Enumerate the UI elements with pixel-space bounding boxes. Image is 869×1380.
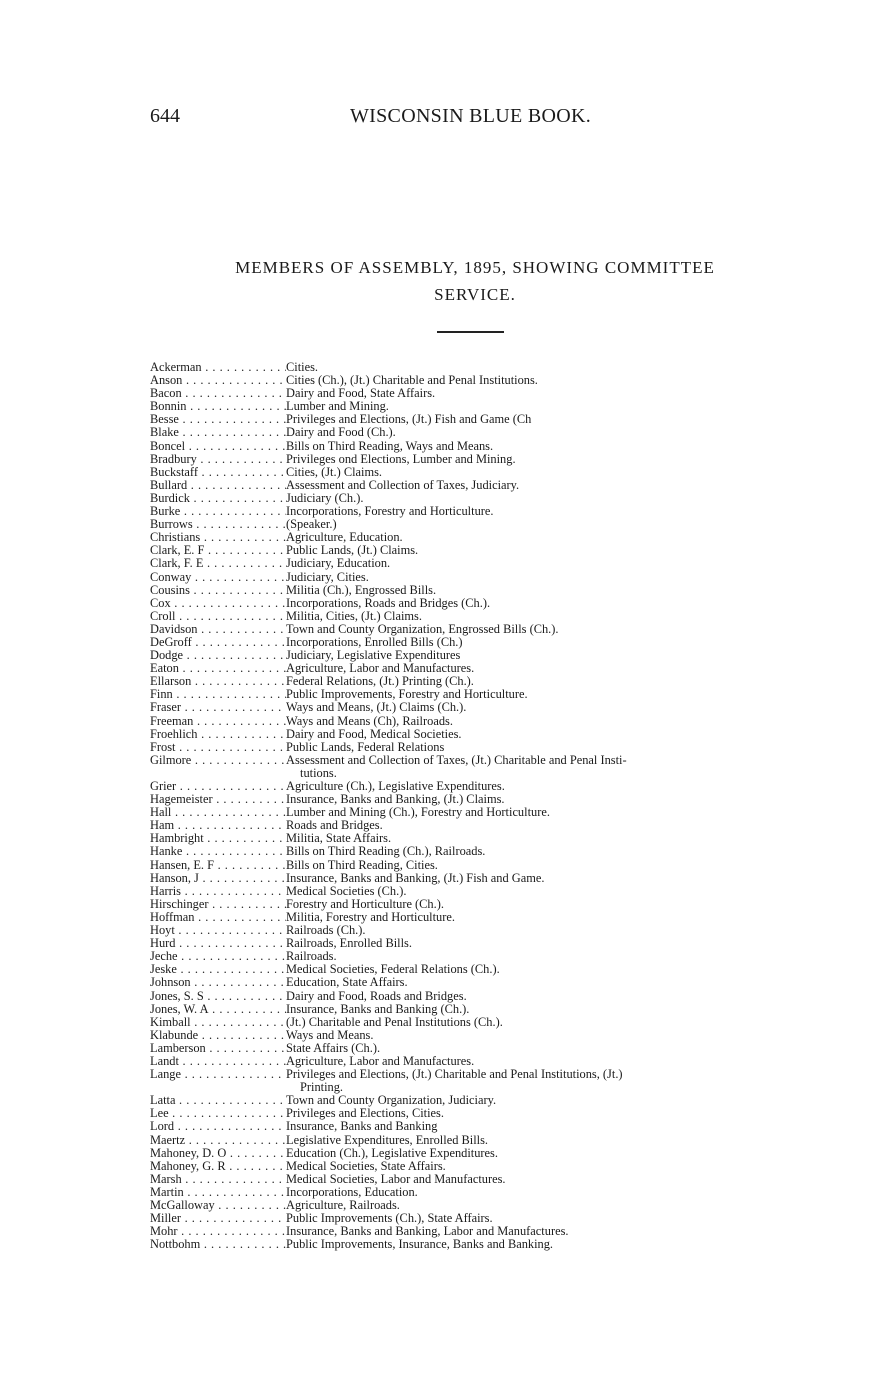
committee-service: Agriculture (Ch.), Legislative Expenditures. xyxy=(286,779,505,793)
committee-service: tutions. xyxy=(300,765,337,780)
member-row xyxy=(150,571,790,584)
committee-service: Judiciary (Ch.). xyxy=(286,490,364,505)
member-name: Miller . . . xyxy=(150,1212,286,1225)
committee-service: Medical Societies, Federal Relations (Ch.). xyxy=(286,962,500,977)
member-name: Kimball . . . xyxy=(150,1016,286,1029)
member-row xyxy=(150,688,790,701)
committee-service: Incorporations, Roads and Bridges (Ch.). xyxy=(286,595,491,610)
member-row xyxy=(150,1107,790,1120)
member-row xyxy=(150,479,790,492)
member-name: Davidson . . . xyxy=(150,623,286,636)
committee-service: Ways and Means (Ch), Railroads. xyxy=(286,713,453,728)
committee-service: Medical Societies (Ch.). xyxy=(286,883,407,898)
committee-service: Lumber and Mining (Ch.), Forestry and Horticulture. xyxy=(286,805,550,820)
member-name: Maertz . . . xyxy=(150,1134,286,1147)
committee-service: Militia, Cities, (Jt.) Claims. xyxy=(286,608,422,623)
committee-service: Bills on Third Reading, Ways and Means. xyxy=(286,438,494,453)
member-row xyxy=(150,1003,790,1016)
member-name: Klabunde . . . xyxy=(150,1029,286,1042)
page-number: 644 xyxy=(150,105,180,127)
member-row xyxy=(150,597,790,610)
member-row xyxy=(150,387,790,400)
member-name: Jeche . . . xyxy=(150,950,286,963)
committee-service: Medical Societies, Labor and Manufactures. xyxy=(286,1171,506,1186)
member-row xyxy=(150,466,790,479)
committee-service: Ways and Means. xyxy=(286,1027,374,1042)
committee-service: Incorporations, Education. xyxy=(286,1184,418,1199)
member-name: Burke . . . xyxy=(150,505,286,518)
member-row xyxy=(150,963,790,976)
member-name: Johnson . . . xyxy=(150,976,286,989)
committee-service: Public Improvements, Insurance, Banks and Banking. xyxy=(286,1237,554,1252)
member-row xyxy=(150,754,790,767)
committee-service: Public Improvements, Forestry and Horticulture. xyxy=(286,687,528,702)
member-row xyxy=(150,819,790,832)
member-name: Hagemeister . . . xyxy=(150,793,286,806)
running-head xyxy=(150,105,610,131)
committee-service: Insurance, Banks and Banking (Ch.). xyxy=(286,1001,470,1016)
member-name: Ellarson . . . xyxy=(150,675,286,688)
member-name: Mohr . . . xyxy=(150,1225,286,1238)
committee-service: Town and County Organization, Engrossed Bills (Ch.). xyxy=(286,621,559,636)
member-name: Jones, S. S . . . xyxy=(150,990,286,1003)
member-name: Conway . . . xyxy=(150,571,286,584)
member-name: Hanke . . . xyxy=(150,845,286,858)
member-row xyxy=(150,505,790,518)
committee-service: Agriculture, Labor and Manufactures. xyxy=(286,1053,475,1068)
member-name: Finn . . . xyxy=(150,688,286,701)
member-name: Cox . . . xyxy=(150,597,286,610)
committee-service: Federal Relations, (Jt.) Printing (Ch.). xyxy=(286,674,474,689)
member-row xyxy=(150,1186,790,1199)
member-row xyxy=(150,1016,790,1029)
member-name: Harris . . . xyxy=(150,885,286,898)
member-name: Mahoney, D. O . . . xyxy=(150,1147,286,1160)
member-row xyxy=(150,413,790,426)
member-row xyxy=(150,1120,790,1133)
member-name: Marsh . . . xyxy=(150,1173,286,1186)
member-name: Freeman . . . xyxy=(150,715,286,728)
member-row xyxy=(150,715,790,728)
member-row xyxy=(150,584,790,597)
committee-service: Privileges ond Elections, Lumber and Mining. xyxy=(286,451,516,466)
member-row xyxy=(150,531,790,544)
committee-service: (Jt.) Charitable and Penal Institutions (Ch.). xyxy=(286,1014,503,1029)
member-name: Mahoney, G. R . . . xyxy=(150,1160,286,1173)
committee-service: Dairy and Food, Roads and Bridges. xyxy=(286,988,467,1003)
member-row xyxy=(150,1068,790,1081)
member-row xyxy=(150,557,790,570)
committee-service: Ways and Means, (Jt.) Claims (Ch.). xyxy=(286,700,467,715)
member-name: Hanson, J . . . xyxy=(150,872,286,885)
committee-service: Agriculture, Railroads. xyxy=(286,1198,400,1212)
committee-service: Privileges and Elections, Cities. xyxy=(286,1106,444,1121)
member-name xyxy=(150,1081,286,1094)
committee-service: Railroads, Enrolled Bills. xyxy=(286,936,412,951)
committee-service: Judiciary, Cities. xyxy=(286,569,369,584)
member-row xyxy=(150,440,790,453)
committee-service: Privileges and Elections, (Jt.) Fish and Game (Ch xyxy=(286,412,532,427)
heading-line-2: SERVICE. xyxy=(434,285,516,304)
member-name: Fraser . . . xyxy=(150,701,286,714)
member-row xyxy=(150,453,790,466)
committee-service: Cities. xyxy=(286,360,319,374)
committee-service: Railroads. xyxy=(286,949,337,964)
member-name: Landt . . . xyxy=(150,1055,286,1068)
committee-service: Militia (Ch.), Engrossed Bills. xyxy=(286,582,437,597)
committee-service: Medical Societies, State Affairs. xyxy=(286,1158,446,1173)
member-name: Anson . . . xyxy=(150,374,286,387)
committee-service: Assessment and Collection of Taxes, Judiciary. xyxy=(286,477,520,492)
committee-service: Incorporations, Enrolled Bills (Ch.) xyxy=(286,634,463,649)
member-row xyxy=(150,859,790,872)
committee-service: Lumber and Mining. xyxy=(286,399,389,414)
member-row xyxy=(150,1147,790,1160)
member-name: Grier . . . xyxy=(150,780,286,793)
member-row xyxy=(150,806,790,819)
member-row xyxy=(150,426,790,439)
member-row xyxy=(150,374,790,387)
member-name: Hurd . . . xyxy=(150,937,286,950)
committee-service: Dairy and Food (Ch.). xyxy=(286,425,396,440)
member-row xyxy=(150,990,790,1003)
committee-service: Insurance, Banks and Banking, Labor and Manufactures. xyxy=(286,1224,569,1239)
heading-line-1: MEMBERS OF ASSEMBLY, 1895, SHOWING COMMITTEE xyxy=(235,258,715,277)
committee-service: Cities (Ch.), (Jt.) Charitable and Penal Institutions. xyxy=(286,373,538,388)
committee-service: Insurance, Banks and Banking, (Jt.) Fish and Game. xyxy=(286,870,545,885)
committee-service: Judiciary, Education. xyxy=(286,556,391,571)
member-name xyxy=(150,767,286,780)
book-title: WISCONSIN BLUE BOOK. xyxy=(350,105,591,127)
member-row xyxy=(150,1029,790,1042)
member-name: Clark, F. E . . . xyxy=(150,557,286,570)
committee-service: Roads and Bridges. xyxy=(286,818,383,833)
member-row xyxy=(150,1134,790,1147)
member-row xyxy=(150,1238,790,1251)
committee-service: Militia, State Affairs. xyxy=(286,831,392,846)
member-row xyxy=(150,741,790,754)
member-name: Blake . . . xyxy=(150,426,286,439)
committee-service: (Speaker.) xyxy=(286,517,337,532)
member-row xyxy=(150,636,790,649)
member-row xyxy=(150,518,790,531)
committee-service: Insurance, Banks and Banking, (Jt.) Claims. xyxy=(286,792,505,807)
member-name: Buckstaff . . . xyxy=(150,466,286,479)
committee-service: Bills on Third Reading (Ch.), Railroads. xyxy=(286,844,486,859)
member-name: Ham . . . xyxy=(150,819,286,832)
member-row xyxy=(150,845,790,858)
member-name: DeGroff . . . xyxy=(150,636,286,649)
committee-service: Legislative Expenditures, Enrolled Bills. xyxy=(286,1132,488,1147)
member-row xyxy=(150,924,790,937)
committee-service: Town and County Organization, Judiciary. xyxy=(286,1093,497,1108)
page-heading xyxy=(150,254,800,308)
member-row xyxy=(150,911,790,924)
member-row xyxy=(150,885,790,898)
member-name: Hirschinger . . . xyxy=(150,898,286,911)
member-row xyxy=(150,937,790,950)
member-row xyxy=(150,701,790,714)
member-name: Lee . . . xyxy=(150,1107,286,1120)
member-name: Bullard . . . xyxy=(150,479,286,492)
member-row xyxy=(150,872,790,885)
member-name: Jones, W. A . . . xyxy=(150,1003,286,1016)
member-row xyxy=(150,544,790,557)
member-name: Froehlich . . . xyxy=(150,728,286,741)
member-name: Burdick . . . xyxy=(150,492,286,505)
member-row xyxy=(150,610,790,623)
member-name: Besse . . . xyxy=(150,413,286,426)
committee-service: Militia, Forestry and Horticulture. xyxy=(286,909,455,924)
member-name: Lord . . . xyxy=(150,1120,286,1133)
committee-service: Cities, (Jt.) Claims. xyxy=(286,464,383,479)
member-row xyxy=(150,1160,790,1173)
member-name: Gilmore . . . xyxy=(150,754,286,767)
member-name: Latta . . . xyxy=(150,1094,286,1107)
committee-service: Agriculture, Labor and Manufactures. xyxy=(286,661,475,676)
committee-service: Education (Ch.), Legislative Expenditures. xyxy=(286,1145,498,1160)
member-row xyxy=(150,728,790,741)
member-name: Hall . . . xyxy=(150,806,286,819)
member-row xyxy=(150,1094,790,1107)
committee-service: Railroads (Ch.). xyxy=(286,923,366,938)
member-row xyxy=(150,623,790,636)
member-name: Bradbury . . . xyxy=(150,453,286,466)
heading-rule xyxy=(437,331,504,333)
member-name: Hoffman . . . xyxy=(150,911,286,924)
committee-service: Dairy and Food, Medical Societies. xyxy=(286,726,462,741)
committee-service: Bills on Third Reading, Cities. xyxy=(286,857,438,872)
member-name: Hambright . . . xyxy=(150,832,286,845)
member-row xyxy=(150,1042,790,1055)
member-name: Bacon . . . xyxy=(150,387,286,400)
committee-service: Assessment and Collection of Taxes, (Jt.) Charitable and Penal Insti- xyxy=(286,752,627,767)
member-name: Christians . . . xyxy=(150,531,286,544)
committee-service: Public Lands, (Jt.) Claims. xyxy=(286,543,419,558)
member-name: Burrows . . . xyxy=(150,518,286,531)
member-row xyxy=(150,1173,790,1186)
member-name: Martin . . . xyxy=(150,1186,286,1199)
member-name: Clark, E. F . . . xyxy=(150,544,286,557)
member-name: Eaton . . . xyxy=(150,662,286,675)
member-name: Ackerman . . . xyxy=(150,361,286,374)
member-name: Frost . . . xyxy=(150,741,286,754)
committee-service: Privileges and Elections, (Jt.) Charitable and Penal Institutions, (Jt.) xyxy=(286,1067,623,1082)
committee-service: State Affairs (Ch.). xyxy=(286,1040,381,1055)
member-name: Jeske . . . xyxy=(150,963,286,976)
committee-service: Incorporations, Forestry and Horticulture. xyxy=(286,504,494,519)
committee-service: Insurance, Banks and Banking xyxy=(286,1119,438,1134)
member-row xyxy=(150,976,790,989)
member-row xyxy=(150,898,790,911)
member-name: Boncel . . . xyxy=(150,440,286,453)
member-name: Hoyt . . . xyxy=(150,924,286,937)
member-name: Croll . . . xyxy=(150,610,286,623)
committee-service: Education, State Affairs. xyxy=(286,975,408,990)
committee-service: Agriculture, Education. xyxy=(286,530,403,545)
committee-service: Printing. xyxy=(300,1080,344,1095)
committee-service: Public Improvements (Ch.), State Affairs. xyxy=(286,1211,493,1226)
member-name: Hansen, E. F . . . xyxy=(150,859,286,872)
committee-service: Dairy and Food, State Affairs. xyxy=(286,386,436,401)
member-name: Dodge . . . xyxy=(150,649,286,662)
committee-service: Judiciary, Legislative Expenditures xyxy=(286,648,461,663)
member-name: Bonnin . . . xyxy=(150,400,286,413)
member-name: Lange . . . xyxy=(150,1068,286,1081)
committee-service: Forestry and Horticulture (Ch.). xyxy=(286,896,444,911)
member-name: Nottbohm . . . xyxy=(150,1238,286,1251)
committee-service: Public Lands, Federal Relations xyxy=(286,739,445,754)
member-name: Cousins . . . xyxy=(150,584,286,597)
member-name: Lamberson . . . xyxy=(150,1042,286,1055)
members-list xyxy=(150,361,790,1251)
member-name: McGalloway . . . xyxy=(150,1199,286,1212)
